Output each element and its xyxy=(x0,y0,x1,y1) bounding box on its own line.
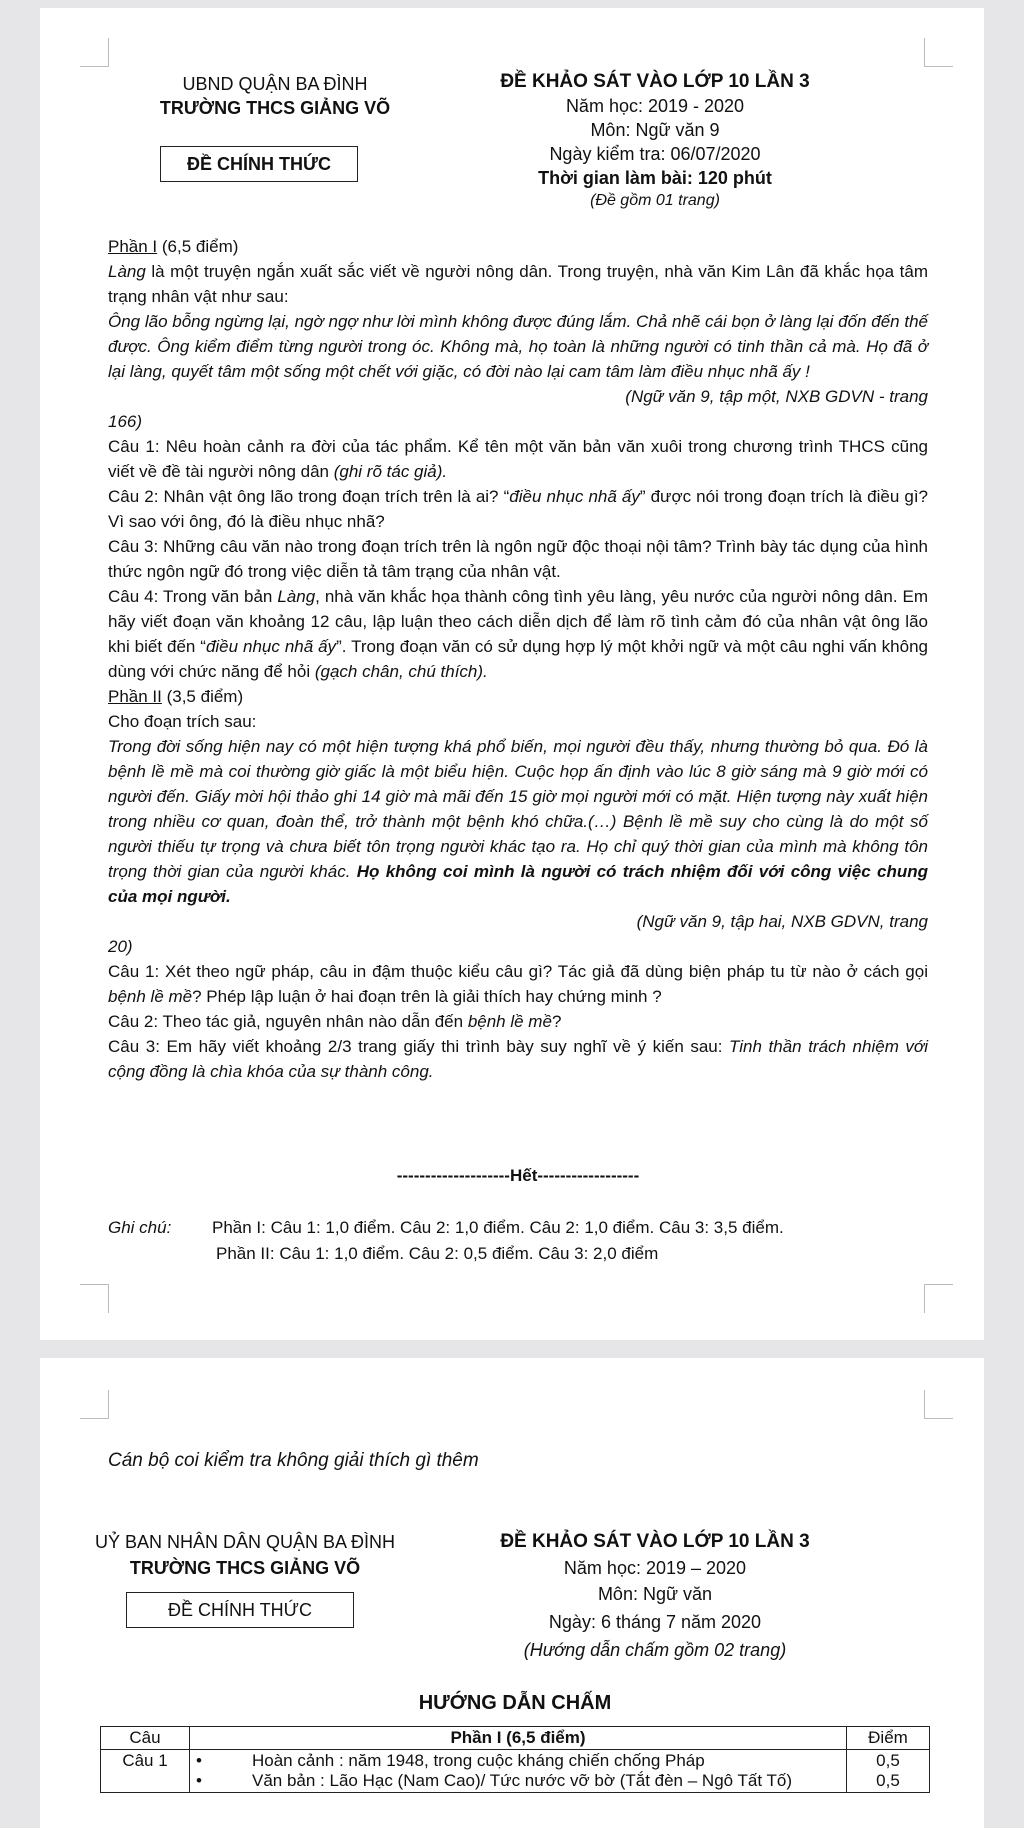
district-name-2: UỶ BAN NHÂN DÂN QUẬN BA ĐÌNH xyxy=(94,1532,396,1552)
subject-2: Môn: Ngữ văn xyxy=(597,1584,713,1604)
part1-question-2: Câu 2: Nhân vật ông lão trong đoạn trích trên là ai? “điều nhục nhã ấy” được nói trong đoạn trích là điều gì? Vì sao với ông, đó là điều nhục nhã? xyxy=(108,487,929,531)
district-name: UBND QUẬN BA ĐÌNH xyxy=(182,74,368,94)
guide-page-count: (Hướng dẫn chấm gồm 02 trang) xyxy=(523,1640,787,1660)
school-name: TRƯỜNG THCS GIẢNG VÕ xyxy=(159,98,391,118)
table-header-row xyxy=(101,1727,930,1750)
table-row xyxy=(101,1750,930,1793)
part2-heading: Phần II (3,5 điểm) xyxy=(108,687,244,706)
official-badge-2: ĐỀ CHÍNH THỨC xyxy=(126,1592,354,1628)
part1-question-3: Câu 3: Những câu văn nào trong đoạn trích trên là ngôn ngữ độc thoại nội tâm? Trình bày tác dụng của hình thức ngôn ngữ đó trong việc diễn tả tâm trạng của nhân vật. xyxy=(108,537,928,581)
header-points: Điểm xyxy=(847,1727,930,1750)
crop-mark xyxy=(80,1284,109,1313)
part1-source-page: 166) xyxy=(108,412,143,431)
part2-source-page: 20) xyxy=(108,937,133,956)
official-badge: ĐỀ CHÍNH THỨC xyxy=(160,146,358,182)
end-marker: --------------------Hết------------------ xyxy=(396,1166,640,1185)
school-year-2: Năm học: 2019 – 2020 xyxy=(563,1558,747,1578)
exam-date-2: Ngày: 6 tháng 7 năm 2020 xyxy=(548,1612,762,1632)
header-part: Phần I (6,5 điểm) xyxy=(190,1727,847,1750)
crop-mark xyxy=(924,1390,953,1419)
exam-page-1 xyxy=(40,8,984,1340)
part2-intro: Cho đoạn trích sau: xyxy=(108,712,257,731)
row-points: 0,5 0,5 xyxy=(847,1750,930,1793)
school-name-2: TRƯỜNG THCS GIẢNG VÕ xyxy=(129,1558,361,1578)
exam-duration: Thời gian làm bài: 120 phút xyxy=(538,168,772,188)
crop-mark xyxy=(80,1390,109,1419)
part2-excerpt: Trong đời sống hiện nay có một hiện tượng khá phổ biến, mọi người đều thấy, nhưng thường bỏ qua. Đó là bệnh lề mề mà coi thường giờ giấc là một biểu hiện. Cuộc họp ấn định vào lúc 8 giờ sáng mà 9 giờ mới có người đến. Giấy mời hội thảo ghi 14 giờ mà mãi đến 15 giờ mọi người mới có mặt. Hiện tượng này xuất hiện trong nhiều cơ quan, đoàn thể, trở thành một bệnh khó chữa.(…) Bệnh lề mề suy cho cùng là do một số người thiếu tự trọng và chưa biết tôn trọng người khác tạo ra. Họ chỉ quý thời gian của mình mà không tôn trọng thời gian của người khác. Họ không coi mình là người có trách nhiệm đối với công việc chung của mọi người. xyxy=(108,737,928,906)
note-label: Ghi chú: xyxy=(108,1218,172,1237)
exam-title: ĐỀ KHẢO SÁT VÀO LỚP 10 LẦN 3 xyxy=(500,71,810,92)
school-year: Năm học: 2019 - 2020 xyxy=(565,96,745,116)
exam-body xyxy=(108,234,928,1084)
header-question: Câu xyxy=(101,1727,190,1750)
part1-question-4: Câu 4: Trong văn bản Làng, nhà văn khắc họa thành công tình yêu làng, yêu nước của người nông dân. Em hãy viết đoạn văn khoảng 12 câu, lập luận theo cách diễn dịch để làm rõ tình cảm đó của nhân vật ông lão khi biết đến “điều nhục nhã ấy”. Trong đoạn văn có sử dụng hợp lý một khởi ngữ và một câu nghi vấn không dùng với chức năng để hỏi (gạch chân, chú thích). xyxy=(108,587,929,681)
part2-question-1: Câu 1: Xét theo ngữ pháp, câu in đậm thuộc kiểu câu gì? Tác giả đã dùng biện pháp tu từ nào ở cách gọi bệnh lề mề? Phép lập luận ở hai đoạn trên là giải thích hay chứng minh ? xyxy=(108,962,928,1006)
part1-heading: Phần I (6,5 điểm) xyxy=(108,237,239,256)
page-count-note: (Đề gồm 01 trang) xyxy=(590,192,720,209)
part1-source: (Ngữ văn 9, tập một, NXB GDVN - trang xyxy=(625,387,928,406)
exam-title-2: ĐỀ KHẢO SÁT VÀO LỚP 10 LẦN 3 xyxy=(500,1531,810,1552)
exam-date: Ngày kiểm tra: 06/07/2020 xyxy=(549,144,761,164)
subject: Môn: Ngữ văn 9 xyxy=(590,120,720,140)
part1-question-1: Câu 1: Nêu hoàn cảnh ra đời của tác phẩm. Kể tên một văn bản văn xuôi trong chương trình THCS cũng viết về đề tài người nông dân (ghi rõ tác giả). xyxy=(108,437,928,481)
note-part2: Phần II: Câu 1: 1,0 điểm. Câu 2: 0,5 điểm. Câu 3: 2,0 điểm xyxy=(216,1244,659,1263)
part2-question-2: Câu 2: Theo tác giả, nguyên nhân nào dẫn đến bệnh lề mề? xyxy=(108,1012,562,1031)
part2-question-3: Câu 3: Em hãy viết khoảng 2/3 trang giấy thi trình bày suy nghĩ về ý kiến sau: Tinh thần trách nhiệm với cộng đồng là chìa khóa của sự thành công. xyxy=(108,1037,928,1081)
part1-excerpt: Ông lão bỗng ngừng lại, ngờ ngợ như lời mình không được đúng lắm. Chả nhẽ cái bọn ở làng lại đốn đến thế được. Ông kiểm điểm từng người trong óc. Không mà, họ toàn là những người có tinh thần cả mà. Họ đã ở lại làng, quyết tâm một sống một chết với giặc, có đời nào lại cam tâm làm điều nhục nhã ấy ! xyxy=(108,312,928,381)
row-answers xyxy=(190,1750,847,1793)
list-item: • Hoàn cảnh : năm 1948, trong cuộc kháng chiến chống Pháp xyxy=(196,1751,705,1770)
list-item: • Văn bản : Lão Hạc (Nam Cao)/ Tức nước vỡ bờ (Tắt đèn – Ngô Tất Tố) xyxy=(196,1771,792,1790)
grading-page-2 xyxy=(40,1358,984,1828)
crop-mark xyxy=(924,38,953,67)
note-part1: Phần I: Câu 1: 1,0 điểm. Câu 2: 1,0 điểm. Câu 2: 1,0 điểm. Câu 3: 3,5 điểm. xyxy=(212,1218,784,1237)
grading-table xyxy=(100,1726,930,1793)
crop-mark xyxy=(924,1284,953,1313)
crop-mark xyxy=(80,38,109,67)
row-question: Câu 1 xyxy=(101,1750,190,1793)
part1-intro: Làng là một truyện ngắn xuất sắc viết về người nông dân. Trong truyện, nhà văn Kim Lân đã khắc họa tâm trạng nhân vật như sau: xyxy=(108,262,928,306)
part2-source: (Ngữ văn 9, tập hai, NXB GDVN, trang xyxy=(636,912,928,931)
proctor-remark: Cán bộ coi kiểm tra không giải thích gì thêm xyxy=(108,1450,479,1471)
guide-title: HƯỚNG DẪN CHẤM xyxy=(418,1692,612,1714)
